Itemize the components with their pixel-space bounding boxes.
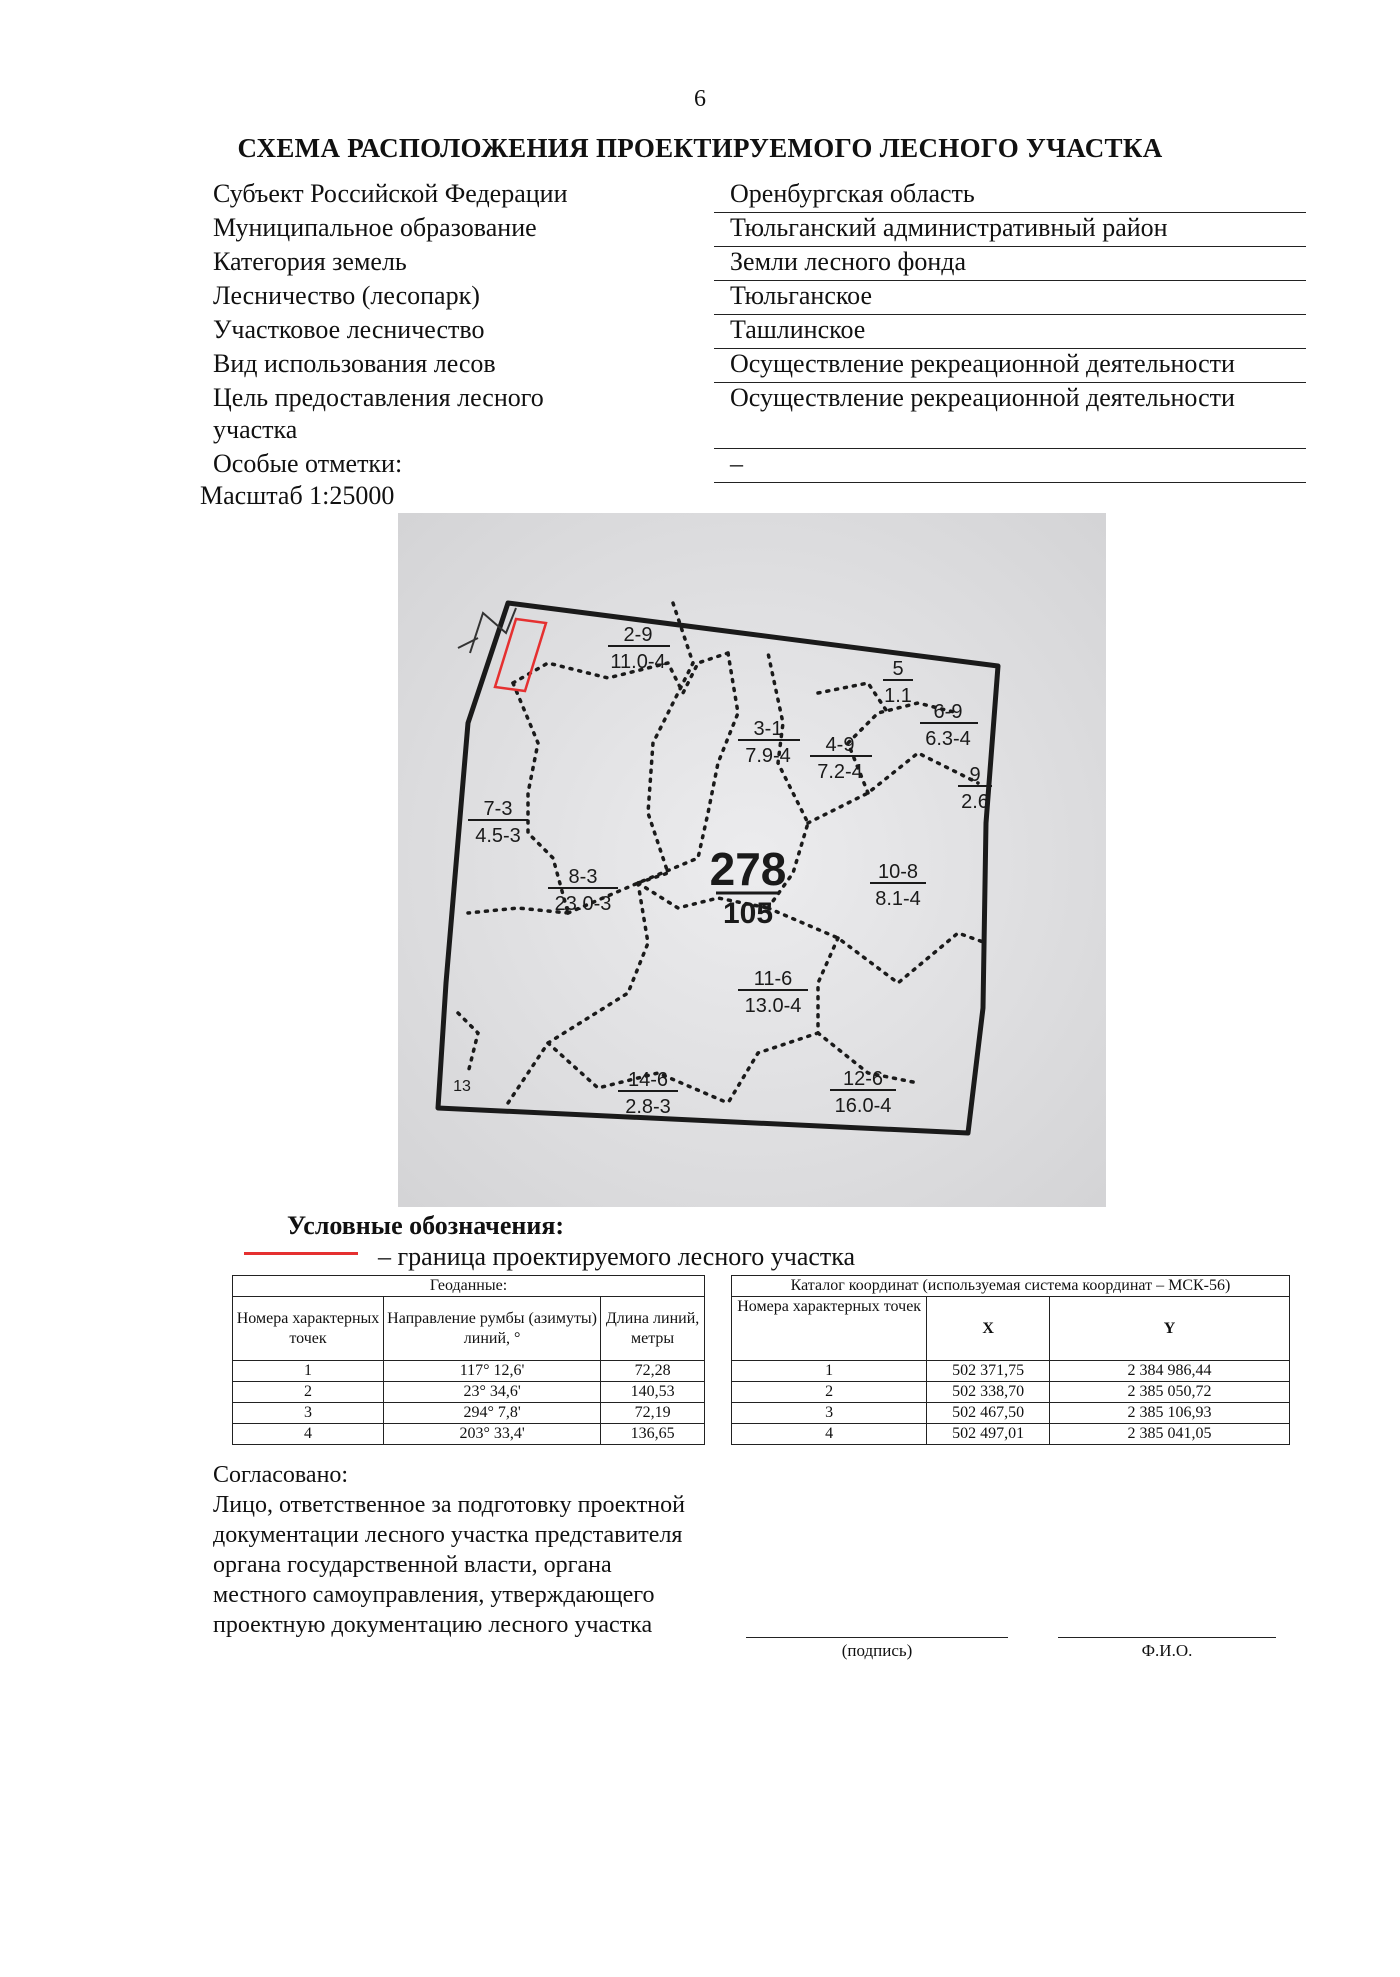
plot-label-top: 3-1: [753, 718, 783, 740]
table-cell: 72,19: [601, 1403, 705, 1424]
catalog-caption: Каталог координат (используемая система координат – МСК-56): [732, 1276, 1290, 1297]
table-cell: 4: [233, 1424, 384, 1445]
quarter-area: 105: [722, 897, 774, 930]
field-label-district-forestry: Участковое лесничество: [213, 315, 485, 344]
signature-caption: (подпись): [841, 1641, 913, 1660]
geodata-header: Направление румбы (азимуты) линий, °: [384, 1297, 601, 1361]
plot-label-top: 8-3: [568, 866, 598, 888]
plot-label-bottom: 6.3-4: [925, 728, 971, 750]
approval-block: [213, 1460, 753, 1640]
table-cell: 2 385 106,93: [1050, 1403, 1290, 1424]
geodata-table: [232, 1275, 705, 1445]
approval-heading: Согласовано:: [213, 1462, 349, 1488]
name-line: [1058, 1637, 1276, 1638]
table-cell: 3: [233, 1403, 384, 1424]
field-label-subject: Субъект Российской Федерации: [213, 179, 568, 208]
coordinate-catalog-table: [731, 1275, 1290, 1445]
field-value-municipality: Тюльганский административный район: [714, 213, 1306, 247]
table-cell: 2 385 041,05: [1050, 1424, 1290, 1445]
table-cell: 294° 7,8': [384, 1403, 601, 1424]
table-cell: 2 385 050,72: [1050, 1382, 1290, 1403]
plot-label-bottom: 1.1: [884, 685, 912, 707]
plot-label-top: 13: [453, 1078, 471, 1095]
approval-line: документации лесного участка представителя: [213, 1522, 683, 1548]
field-value-land-category: Земли лесного фонда: [714, 247, 1306, 281]
table-cell: 2: [732, 1382, 927, 1403]
table-cell: 3: [732, 1403, 927, 1424]
page-title: СХЕМА РАСПОЛОЖЕНИЯ ПРОЕКТИРУЕМОГО ЛЕСНОГО УЧАСТКА: [237, 133, 1163, 163]
table-cell: 1: [732, 1361, 927, 1382]
field-value-purpose: Осуществление рекреационной деятельности: [714, 383, 1306, 449]
field-label-special-notes: Особые отметки:: [213, 449, 403, 478]
plot-label-top: 11-6: [753, 968, 793, 990]
plot-label-bottom: 23.0-3: [554, 893, 612, 915]
plot-label-top: 10-8: [877, 861, 919, 883]
field-label-land-category: Категория земель: [213, 247, 407, 276]
field-label-municipality: Муниципальное образование: [213, 213, 537, 242]
table-cell: 502 497,01: [927, 1424, 1050, 1445]
plot-label-bottom: 16.0-4: [834, 1095, 892, 1117]
approval-line: органа государственной власти, органа: [213, 1552, 612, 1578]
legend-boundary-line: [244, 1252, 358, 1255]
table-row: [233, 1382, 705, 1403]
table-row: [233, 1424, 705, 1445]
table-cell: 203° 33,4': [384, 1424, 601, 1445]
field-label-forest-use: Вид использования лесов: [213, 349, 496, 378]
plot-label-top: 5: [892, 658, 904, 680]
forest-plot-map: [398, 513, 1106, 1207]
plot-label-top: 4-9: [825, 734, 855, 756]
plot-label-bottom: 11.0-4: [610, 651, 666, 673]
plot-label-bottom: 7.2-4: [817, 761, 863, 783]
name-caption: Ф.И.О.: [1141, 1641, 1193, 1660]
table-cell: 2: [233, 1382, 384, 1403]
plot-label-top: 9: [969, 764, 981, 786]
quarter-number: 278: [709, 843, 787, 895]
field-label-purpose: Цель предоставления лесного: [213, 383, 544, 412]
table-row: [732, 1424, 1290, 1445]
plot-label-top: 14-6: [627, 1069, 669, 1091]
catalog-header: Y: [1050, 1297, 1290, 1361]
geodata-header: Длина линий, метры: [601, 1297, 705, 1361]
field-label-forestry: Лесничество (лесопарк): [213, 281, 480, 310]
plot-label-bottom: 2.6: [961, 791, 989, 813]
plot-label-bottom: 13.0-4: [744, 995, 802, 1017]
geodata-caption: Геоданные:: [233, 1276, 705, 1297]
table-cell: 502 338,70: [927, 1382, 1050, 1403]
plot-label-top: 2-9: [623, 624, 653, 646]
catalog-header: Номера характерных точек: [732, 1297, 927, 1361]
field-value-forestry: Тюльганское: [714, 281, 1306, 315]
table-cell: 502 371,75: [927, 1361, 1050, 1382]
table-row: [233, 1403, 705, 1424]
page-number: 6: [694, 86, 706, 112]
geodata-header: Номера характерных точек: [233, 1297, 384, 1361]
plot-label-top: 6-9: [933, 701, 963, 723]
signature-line: [746, 1637, 1008, 1638]
map-scale: Масштаб 1:25000: [200, 481, 395, 510]
table-cell: 2 384 986,44: [1050, 1361, 1290, 1382]
plot-label-bottom: 8.1-4: [875, 888, 921, 910]
table-cell: 502 467,50: [927, 1403, 1050, 1424]
table-row: [233, 1361, 705, 1382]
table-cell: 23° 34,6': [384, 1382, 601, 1403]
approval-line: проектную документацию лесного участка: [213, 1612, 653, 1638]
table-cell: 72,28: [601, 1361, 705, 1382]
table-row: [732, 1361, 1290, 1382]
field-value-forest-use: Осуществление рекреационной деятельности: [714, 349, 1306, 383]
table-cell: 4: [732, 1424, 927, 1445]
table-cell: 1: [233, 1361, 384, 1382]
plot-label-top: 12-6: [842, 1068, 884, 1090]
catalog-header: X: [927, 1297, 1050, 1361]
table-row: [732, 1403, 1290, 1424]
field-value-special-notes: –: [714, 449, 1306, 483]
field-value-subject: Оренбургская область: [714, 179, 1306, 213]
table-cell: 117° 12,6': [384, 1361, 601, 1382]
table-row: [732, 1382, 1290, 1403]
plot-label-bottom: 7.9-4: [745, 745, 791, 767]
table-cell: 140,53: [601, 1382, 705, 1403]
plot-label-bottom: 2.8-3: [625, 1096, 671, 1118]
plot-label-top: 7-3: [483, 798, 513, 820]
legend-item: – граница проектируемого лесного участка: [378, 1242, 856, 1271]
approval-line: Лицо, ответственное за подготовку проектной: [213, 1492, 685, 1518]
field-label-purpose-line2: участка: [213, 415, 298, 444]
legend-title: Условные обозначения:: [287, 1211, 565, 1240]
field-value-district-forestry: Ташлинское: [714, 315, 1306, 349]
table-cell: 136,65: [601, 1424, 705, 1445]
plot-label-bottom: 4.5-3: [475, 825, 521, 847]
approval-line: местного самоуправления, утверждающего: [213, 1582, 655, 1608]
